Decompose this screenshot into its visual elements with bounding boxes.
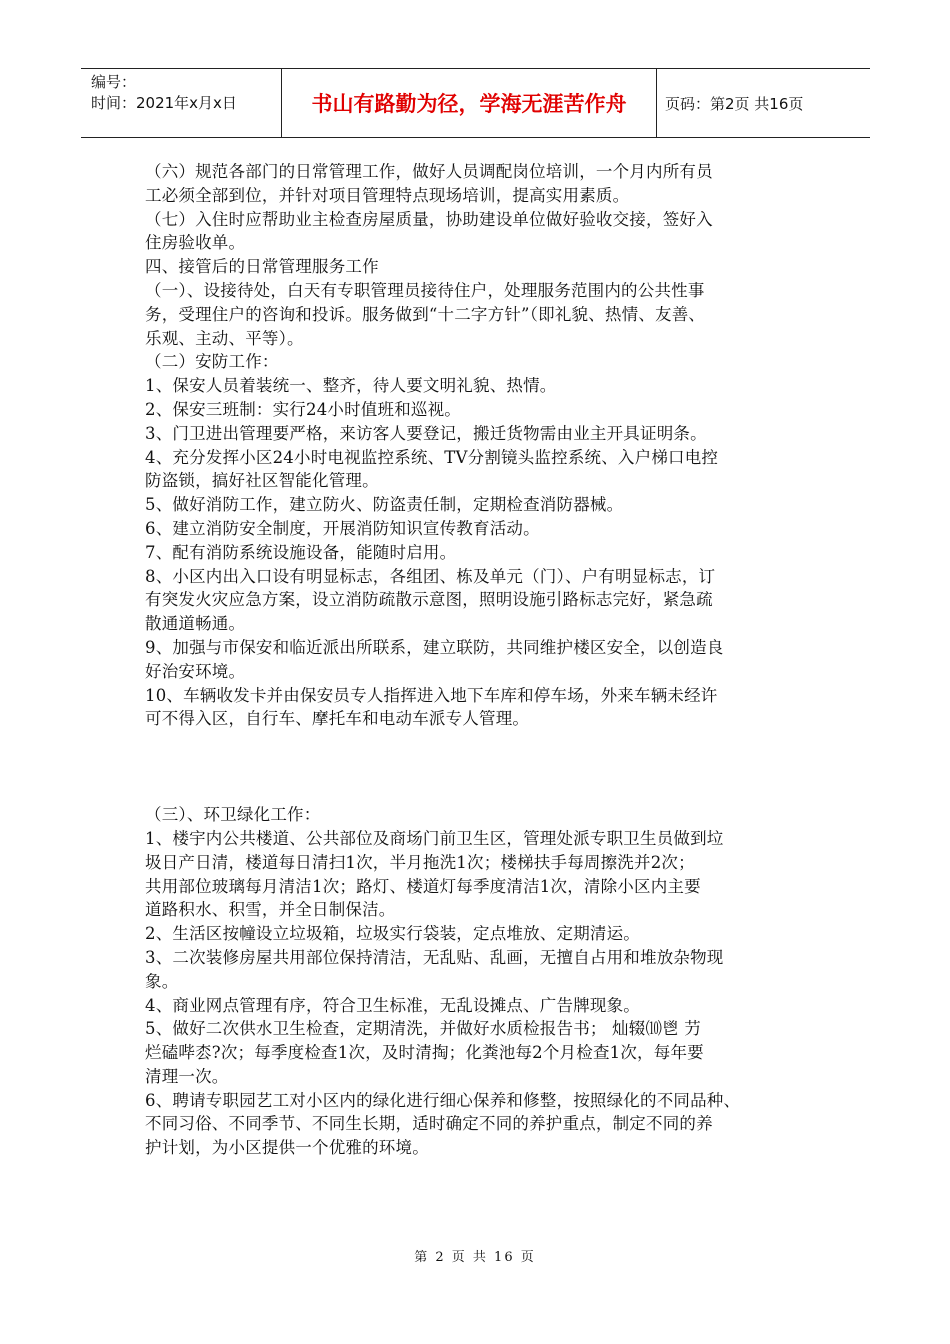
text-line: 7、配有消防系统设施设备，能随时启用。 <box>145 542 457 562</box>
text-line: （二）安防工作： <box>145 352 279 372</box>
text-line: 散通道畅通。 <box>145 614 246 634</box>
text-line: 道路积水、积雪，并全日制保洁。 <box>145 900 396 920</box>
page-footer: 第 2 页 共 16 页 <box>414 1250 536 1265</box>
text-line: 圾日产日清，楼道每日清扫1次，半月拖洗1次；楼梯扶手每周擦洗并2次； <box>145 852 695 872</box>
text-line: 2、保安三班制：实行24小时值班和巡视。 <box>145 399 461 419</box>
text-block-sanitation <box>145 803 825 1160</box>
text-line: 务，受理住户的咨询和投诉。服务做到“十二字方针”（即礼貌、热情、友善、 <box>145 304 706 324</box>
text-line: 可不得入区，自行车、摩托车和电动车派专人管理。 <box>145 709 530 729</box>
header-page-info: 页码：第2页 共16页 <box>665 94 804 113</box>
text-line: 10、车辆收发卡并由保安员专人指挥进入地下车库和停车场，外来车辆未经许 <box>145 685 718 705</box>
text-line: 清理一次。 <box>145 1066 229 1086</box>
text-block-security <box>145 160 825 731</box>
text-line: 2、生活区按幢设立垃圾箱，垃圾实行袋装，定点堆放、定期清运。 <box>145 924 640 944</box>
text-line: 烂磕哔枩?次；每季度检查1次，及时清掏；化粪池每2个月检查1次，每年要 <box>145 1043 704 1063</box>
text-line: 防盗锁，搞好社区智能化管理。 <box>145 471 379 491</box>
text-line: 6、聘请专职园艺工对小区内的绿化进行细心保养和修整，按照绿化的不同品种、 <box>145 1090 741 1110</box>
text-line: 不同习俗、不同季节、不同生长期，适时确定不同的养护重点，制定不同的养 <box>145 1114 713 1134</box>
text-line: 8、小区内出入口设有明显标志，各组团、栋及单元（门）、户有明显标志，订 <box>145 566 716 586</box>
text-line: 好治安环境。 <box>145 661 246 681</box>
text-line: 5、做好消防工作，建立防火、防盗责任制，定期检查消防器械。 <box>145 495 624 515</box>
paragraph-gap <box>145 731 825 803</box>
header-motto: 书山有路勤为径，学海无涯苦作舟 <box>281 69 657 137</box>
text-line: 四、接管后的日常管理服务工作 <box>145 257 379 277</box>
text-line: 象。 <box>145 971 179 991</box>
document-body <box>145 160 825 1160</box>
text-line: 1、楼宇内公共楼道、公共部位及商场门前卫生区，管理处派专职卫生员做到垃 <box>145 828 724 848</box>
text-line: 9、加强与市保安和临近派出所联系，建立联防，共同维护楼区安全，以创造良 <box>145 637 724 657</box>
text-line: 5、做好二次供水卫生检查，定期清洗，并做好水质检报告书； 灿辍⑽鬯 芀 <box>145 1019 701 1039</box>
text-line: 工必须全部到位，并针对项目管理特点现场培训，提高实用素质。 <box>145 185 630 205</box>
text-line: 3、二次装修房屋共用部位保持清洁，无乱贴、乱画，无擅自占用和堆放杂物现 <box>145 947 724 967</box>
page-header <box>81 68 870 138</box>
text-line: （六）规范各部门的日常管理工作，做好人员调配岗位培训，一个月内所有员 <box>145 162 713 181</box>
text-line: 1、保安人员着装统一、整齐，待人要文明礼貌、热情。 <box>145 376 557 396</box>
text-line: （三）、环卫绿化工作： <box>145 805 321 825</box>
text-line: （一）、设接待处，白天有专职管理员接待住户，处理服务范围内的公共性事 <box>145 280 705 300</box>
document-time-label: 时间：2021年x月x日 <box>91 94 237 112</box>
text-line: （七）入住时应帮助业主检查房屋质量，协助建设单位做好验收交接，签好入 <box>145 209 713 229</box>
text-line: 3、门卫进出管理要严格，来访客人要登记，搬迁货物需由业主开具证明条。 <box>145 423 707 443</box>
text-line: 共用部位玻璃每月清洁1次；路灯、楼道灯每季度清洁1次，清除小区内主要 <box>145 876 701 896</box>
text-line: 护计划，为小区提供一个优雅的环境。 <box>145 1138 429 1158</box>
document-number-label: 编号： <box>91 73 137 91</box>
text-line: 住房验收单。 <box>145 233 246 253</box>
text-line: 乐观、主动、平等）。 <box>145 328 304 348</box>
text-line: 6、建立消防安全制度，开展消防知识宣传教育活动。 <box>145 518 540 538</box>
text-line: 有突发火灾应急方案，设立消防疏散示意图，照明设施引路标志完好，紧急疏 <box>145 590 713 610</box>
text-line: 4、商业网点管理有序，符合卫生标准，无乱设摊点、广告牌现象。 <box>145 995 640 1015</box>
text-line: 4、充分发挥小区24小时电视监控系统、TV分割镜头监控系统、入户梯口电控 <box>145 447 719 467</box>
header-meta <box>81 69 281 137</box>
